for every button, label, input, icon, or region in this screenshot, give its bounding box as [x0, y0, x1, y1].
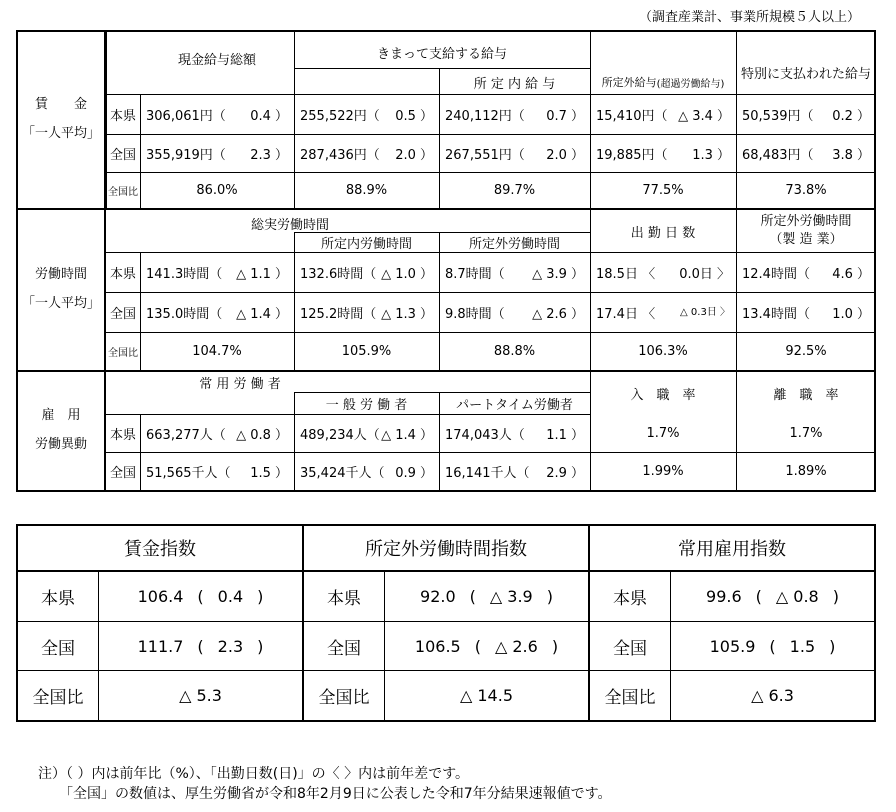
- hours-pref-days: 18.5日 〈 0.0日 〉: [596, 267, 730, 282]
- wage-nat-fixed: 287,436円（ 2.0 ）: [300, 148, 433, 163]
- index-row-nat: 全国 105.9 ( 1.5 ): [590, 622, 874, 672]
- wage-ratio-special: 73.8%: [785, 183, 827, 198]
- emp-header-general: 一 般 労 働 者: [325, 398, 408, 413]
- hours-row-nat-label: 全国: [109, 307, 136, 322]
- wage-header-special: 特別に支払われた給与: [740, 66, 871, 82]
- hours-row-ratio-label: 全国比: [108, 348, 138, 359]
- index-col-overtime: [304, 526, 590, 720]
- emp-header-part: パートタイム労働者: [456, 398, 573, 413]
- hours-nat-mfg: 13.4時間（ 1.0 ）: [742, 307, 870, 322]
- wage-grid: [106, 32, 874, 208]
- emp-nat-hire: 1.99%: [642, 464, 684, 479]
- emp-header-hire-rate: 入 職 率: [630, 387, 696, 403]
- emp-pref-hire: 1.7%: [646, 426, 680, 441]
- index-table: [16, 524, 876, 722]
- wage-nat-scheduled: 267,551円（ 2.0 ）: [445, 148, 584, 163]
- hours-header-total: 総実労働時間: [250, 217, 329, 233]
- emp-row-nat-label: 全国: [109, 466, 136, 481]
- index-row-ratio: 全国比 △ 14.5: [304, 671, 588, 720]
- hours-pref-total: 141.3時間（ △ 1.1 ）: [146, 267, 288, 282]
- wage-ratio-total: 86.0%: [196, 183, 238, 198]
- hours-pref-mfg: 12.4時間（ 4.6 ）: [742, 267, 870, 282]
- emp-pref-part: 174,043人（ 1.1 ）: [445, 428, 584, 443]
- index-title: 賃金指数: [18, 526, 302, 572]
- hours-header-mfg: 所定外労働時間 （製 造 業）: [760, 214, 852, 247]
- wage-row-pref-label: 本県: [109, 109, 136, 124]
- wage-header-total: 現金給与総額: [177, 52, 256, 68]
- hours-nat-scheduled: 125.2時間（ △ 1.3 ）: [300, 307, 433, 322]
- hours-ratio-days: 106.3%: [638, 344, 688, 359]
- wage-nat-total: 355,919円（ 2.3 ）: [146, 148, 288, 163]
- wage-row-ratio-label: 全国比: [108, 187, 138, 198]
- emp-pref-general: 489,234人（ △ 1.4 ）: [300, 428, 433, 443]
- index-row-nat: 全国 106.5 ( △ 2.6 ): [304, 622, 588, 672]
- survey-scope-caption: （調査産業計、事業所規模５人以上）: [638, 10, 860, 25]
- notes: [38, 764, 612, 804]
- hours-section-label: 労働時間 「一人平均」: [18, 210, 106, 370]
- hours-grid: [106, 210, 874, 370]
- hours-ratio-scheduled: 105.9%: [341, 344, 392, 359]
- employment-grid: [106, 372, 874, 490]
- hours-row-pref-label: 本県: [109, 267, 136, 282]
- hours-ratio-mfg: 92.5%: [785, 344, 827, 359]
- wage-header-overtime: 所定外給与 (超過労働給与): [601, 76, 725, 90]
- index-row-pref: 本県 99.6 ( △ 0.8 ): [590, 572, 874, 622]
- hours-nat-total: 135.0時間（ △ 1.4 ）: [146, 307, 288, 322]
- emp-row-pref-label: 本県: [109, 428, 136, 443]
- wage-ratio-fixed: 88.9%: [345, 183, 388, 198]
- hours-ratio-overtime: 88.8%: [493, 344, 536, 359]
- hours-nat-days: 17.4日 〈 △ 0.3日 〉: [596, 307, 730, 322]
- hours-pref-scheduled: 132.6時間（ △ 1.0 ）: [300, 267, 433, 282]
- hours-header-days: 出 勤 日 数: [630, 225, 696, 241]
- emp-nat-regular: 51,565千人（ 1.5 ）: [146, 466, 288, 481]
- index-row-nat: 全国 111.7 ( 2.3 ): [18, 622, 302, 672]
- emp-nat-part: 16,141千人（ 2.9 ）: [445, 466, 584, 481]
- hours-pref-overtime: 8.7時間（ △ 3.9 ）: [445, 267, 584, 282]
- emp-nat-sep: 1.89%: [785, 464, 827, 479]
- wage-section: [16, 30, 876, 210]
- wage-pref-overtime: 15,410円（ △ 3.4 ）: [596, 109, 730, 124]
- emp-pref-regular: 663,277人（ △ 0.8 ）: [146, 428, 288, 443]
- index-title: 所定外労働時間指数: [304, 526, 588, 572]
- emp-pref-sep: 1.7%: [789, 426, 823, 441]
- note-line: 注）（ ）内は前年比（%）、「出勤日数(日)」の〈 〉内は前年差です。: [38, 766, 470, 782]
- wage-pref-fixed: 255,522円（ 0.5 ）: [300, 109, 433, 124]
- index-row-pref: 本県 92.0 ( △ 3.9 ): [304, 572, 588, 622]
- wage-pref-total: 306,061円（ 0.4 ）: [146, 109, 288, 124]
- wage-header-fixed: きまって支給する給与: [376, 46, 507, 62]
- hours-header-scheduled: 所定内労働時間: [320, 237, 412, 252]
- wage-section-label: 賃 金 「一人平均」: [18, 32, 106, 208]
- index-col-wage: [18, 526, 304, 720]
- index-title: 常用雇用指数: [590, 526, 874, 572]
- hours-section: [16, 208, 876, 372]
- index-col-employment: [590, 526, 874, 720]
- wage-pref-scheduled: 240,112円（ 0.7 ）: [445, 109, 584, 124]
- note-line: 「全国」の数値は、厚生労働省が令和8年2月9日に公表した令和7年分結果速報値です。: [38, 786, 612, 802]
- index-row-ratio: 全国比 △ 6.3: [590, 671, 874, 720]
- index-row-pref: 本県 106.4 ( 0.4 ): [18, 572, 302, 622]
- emp-header-regular: 常 用 労 働 者: [199, 376, 281, 392]
- hours-ratio-total: 104.7%: [192, 344, 242, 359]
- wage-nat-overtime: 19,885円（ 1.3 ）: [596, 148, 730, 163]
- emp-nat-general: 35,424千人（ 0.9 ）: [300, 466, 433, 481]
- hours-nat-overtime: 9.8時間（ △ 2.6 ）: [445, 307, 584, 322]
- wage-row-nat-label: 全国: [109, 148, 136, 163]
- hours-header-overtime: 所定外労働時間: [468, 237, 560, 252]
- employment-section: [16, 370, 876, 492]
- index-row-ratio: 全国比 △ 5.3: [18, 671, 302, 720]
- wage-ratio-scheduled: 89.7%: [493, 183, 536, 198]
- wage-nat-special: 68,483円（ 3.8 ）: [742, 148, 870, 163]
- employment-section-label: 雇 用 労働異動: [18, 372, 106, 490]
- wage-header-scheduled: 所 定 内 給 与: [473, 76, 556, 92]
- wage-pref-special: 50,539円（ 0.2 ）: [742, 109, 870, 124]
- wage-ratio-overtime: 77.5%: [642, 183, 684, 198]
- emp-header-sep-rate: 離 職 率: [773, 387, 839, 403]
